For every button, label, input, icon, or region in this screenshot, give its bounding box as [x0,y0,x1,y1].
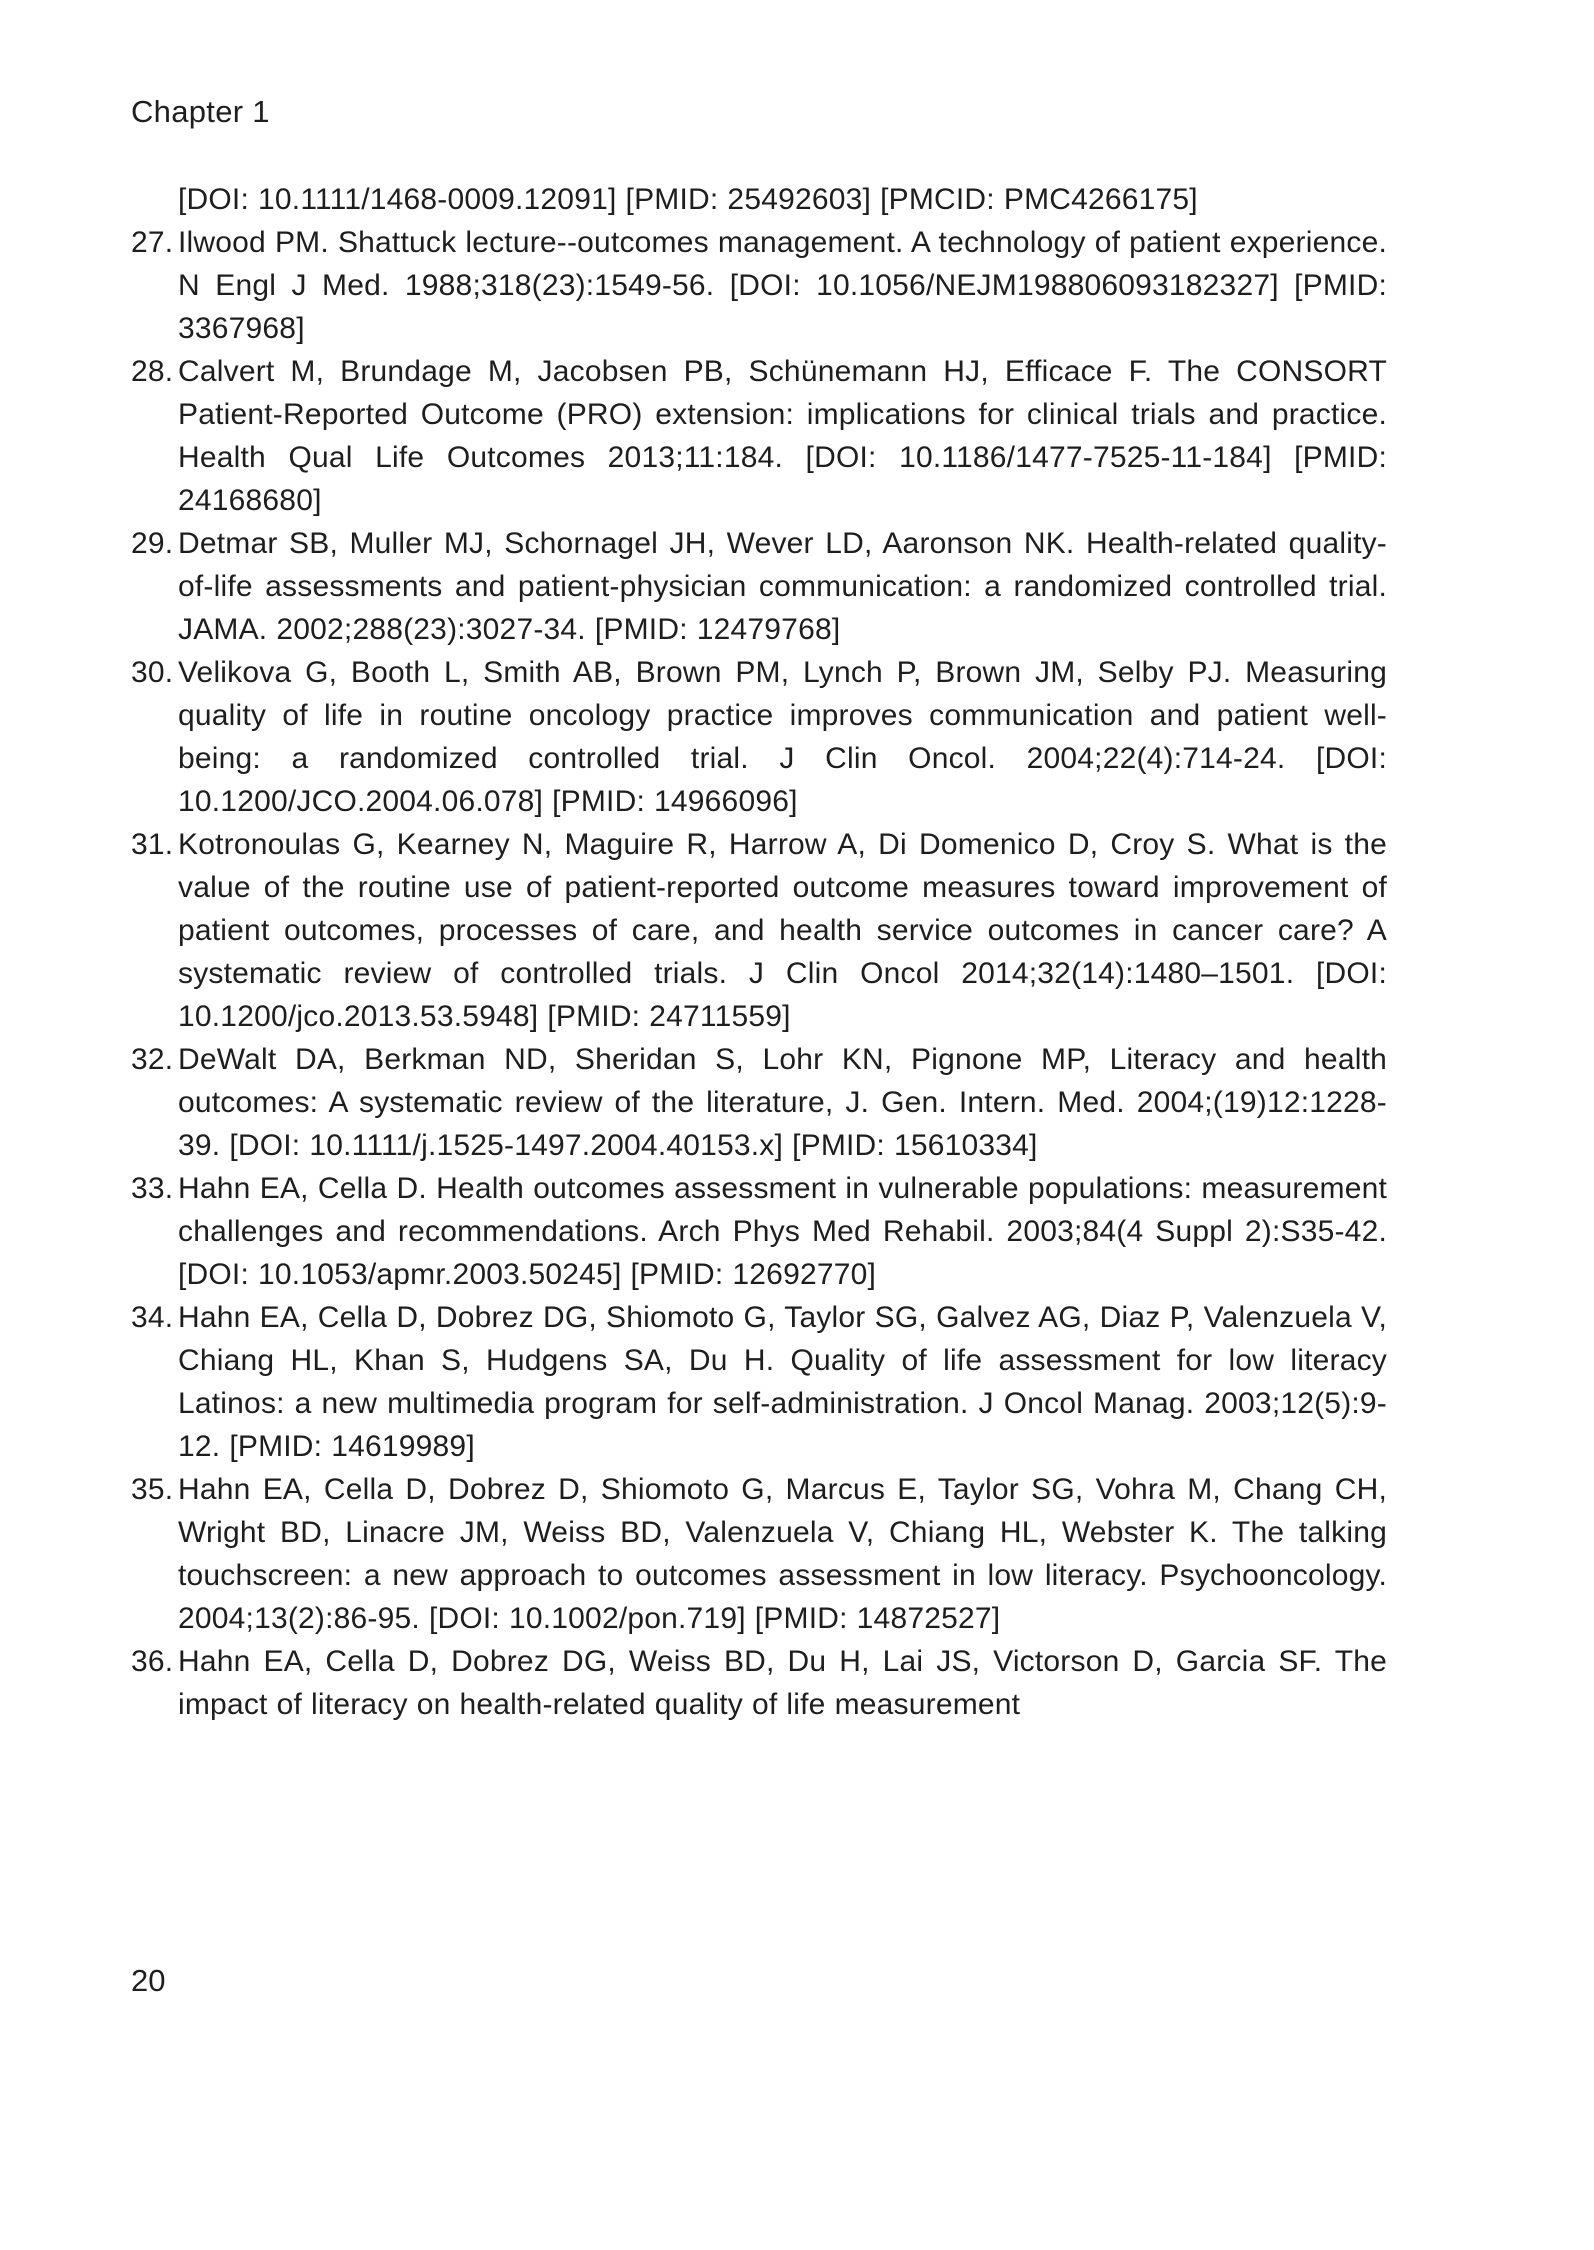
reference-text: Hahn EA, Cella D, Dobrez DG, Weiss BD, Du H, Lai JS, Victorson D, Garcia SF. The impact of literacy on health-related quality of life measurement [178,1645,1387,1721]
chapter-header: Chapter 1 [131,94,270,129]
reference-number: 36. [131,1645,174,1678]
references-list [131,178,1387,1726]
reference-text: DeWalt DA, Berkman ND, Sheridan S, Lohr KN, Pignone MP, Literacy and health outcomes: A systematic review of the literature, J. Gen. Intern. Med. 2004;(19)12:1228-39. [DOI: 10.1111/j.1525-1497.2004.40153.x] [PMID: 15610334] [178,1043,1387,1162]
reference-number: 35. [131,1473,174,1506]
page-number: 20 [131,1963,166,1998]
reference-item [131,1296,1387,1468]
reference-text: Detmar SB, Muller MJ, Schornagel JH, Wever LD, Aaronson NK. Health-related quality-of-life assessments and patient-physician communication: a randomized controlled trial. JAMA. 2002;288(23):3027-34. [PMID: 12479768] [178,527,1387,646]
reference-item [131,178,1387,221]
reference-number: 27. [131,226,174,259]
reference-text: Hahn EA, Cella D, Dobrez D, Shiomoto G, Marcus E, Taylor SG, Vohra M, Chang CH, Wright BD, Linacre JM, Weiss BD, Valenzuela V, Chiang HL, Webster K. The talking touchscreen: a new approach to outcomes assessment in low literacy. Psychooncology. 2004;13(2):86-95. [DOI: 10.1002/pon.719] [PMID: 14872527] [178,1473,1387,1635]
reference-number: 33. [131,1172,174,1205]
reference-item [131,1038,1387,1167]
reference-text: Kotronoulas G, Kearney N, Maguire R, Harrow A, Di Domenico D, Croy S. What is the value of the routine use of patient-reported outcome measures toward improvement of patient outcomes, processes of care, and health service outcomes in cancer care? A systematic review of controlled trials. J Clin Oncol 2014;32(14):1480–1501. [DOI: 10.1200/jco.2013.53.5948] [PMID: 24711559] [178,828,1387,1033]
reference-item [131,1468,1387,1640]
reference-item [131,1167,1387,1296]
reference-item [131,651,1387,823]
reference-text: Calvert M, Brundage M, Jacobsen PB, Schünemann HJ, Efficace F. The CONSORT Patient-Reported Outcome (PRO) extension: implications for clinical trials and practice. Health Qual Life Outcomes 2013;11:184. [DOI: 10.1186/1477-7525-11-184] [PMID: 24168680] [178,355,1387,517]
reference-text: Velikova G, Booth L, Smith AB, Brown PM, Lynch P, Brown JM, Selby PJ. Measuring quality of life in routine oncology practice improves communication and patient well-being: a randomized controlled trial. J Clin Oncol. 2004;22(4):714-24. [DOI: 10.1200/JCO.2004.06.078] [PMID: 14966096] [178,656,1387,818]
reference-number: 30. [131,656,174,689]
reference-item [131,823,1387,1038]
reference-number: 31. [131,828,174,861]
reference-text: Hahn EA, Cella D. Health outcomes assessment in vulnerable populations: measurement challenges and recommendations. Arch Phys Med Rehabil. 2003;84(4 Suppl 2):S35-42. [DOI: 10.1053/apmr.2003.50245] [PMID: 12692770] [178,1172,1387,1291]
reference-text: [DOI: 10.1111/1468-0009.12091] [PMID: 25492603] [PMCID: PMC4266175] [178,183,1198,216]
reference-text: Hahn EA, Cella D, Dobrez DG, Shiomoto G, Taylor SG, Galvez AG, Diaz P, Valenzuela V, Chiang HL, Khan S, Hudgens SA, Du H. Quality of life assessment for low literacy Latinos: a new multimedia program for self-administration. J Oncol Manag. 2003;12(5):9-12. [PMID: 14619989] [178,1301,1387,1463]
reference-item [131,221,1387,350]
reference-number: 29. [131,527,174,560]
reference-item [131,350,1387,522]
reference-item [131,1640,1387,1726]
reference-item [131,522,1387,651]
reference-text: Ilwood PM. Shattuck lecture--outcomes management. A technology of patient experience. N Engl J Med. 1988;318(23):1549-56. [DOI: 10.1056/NEJM198806093182327] [PMID: 3367968] [178,226,1387,345]
reference-number: 34. [131,1301,174,1334]
reference-number: 28. [131,355,174,388]
reference-number: 32. [131,1043,174,1076]
